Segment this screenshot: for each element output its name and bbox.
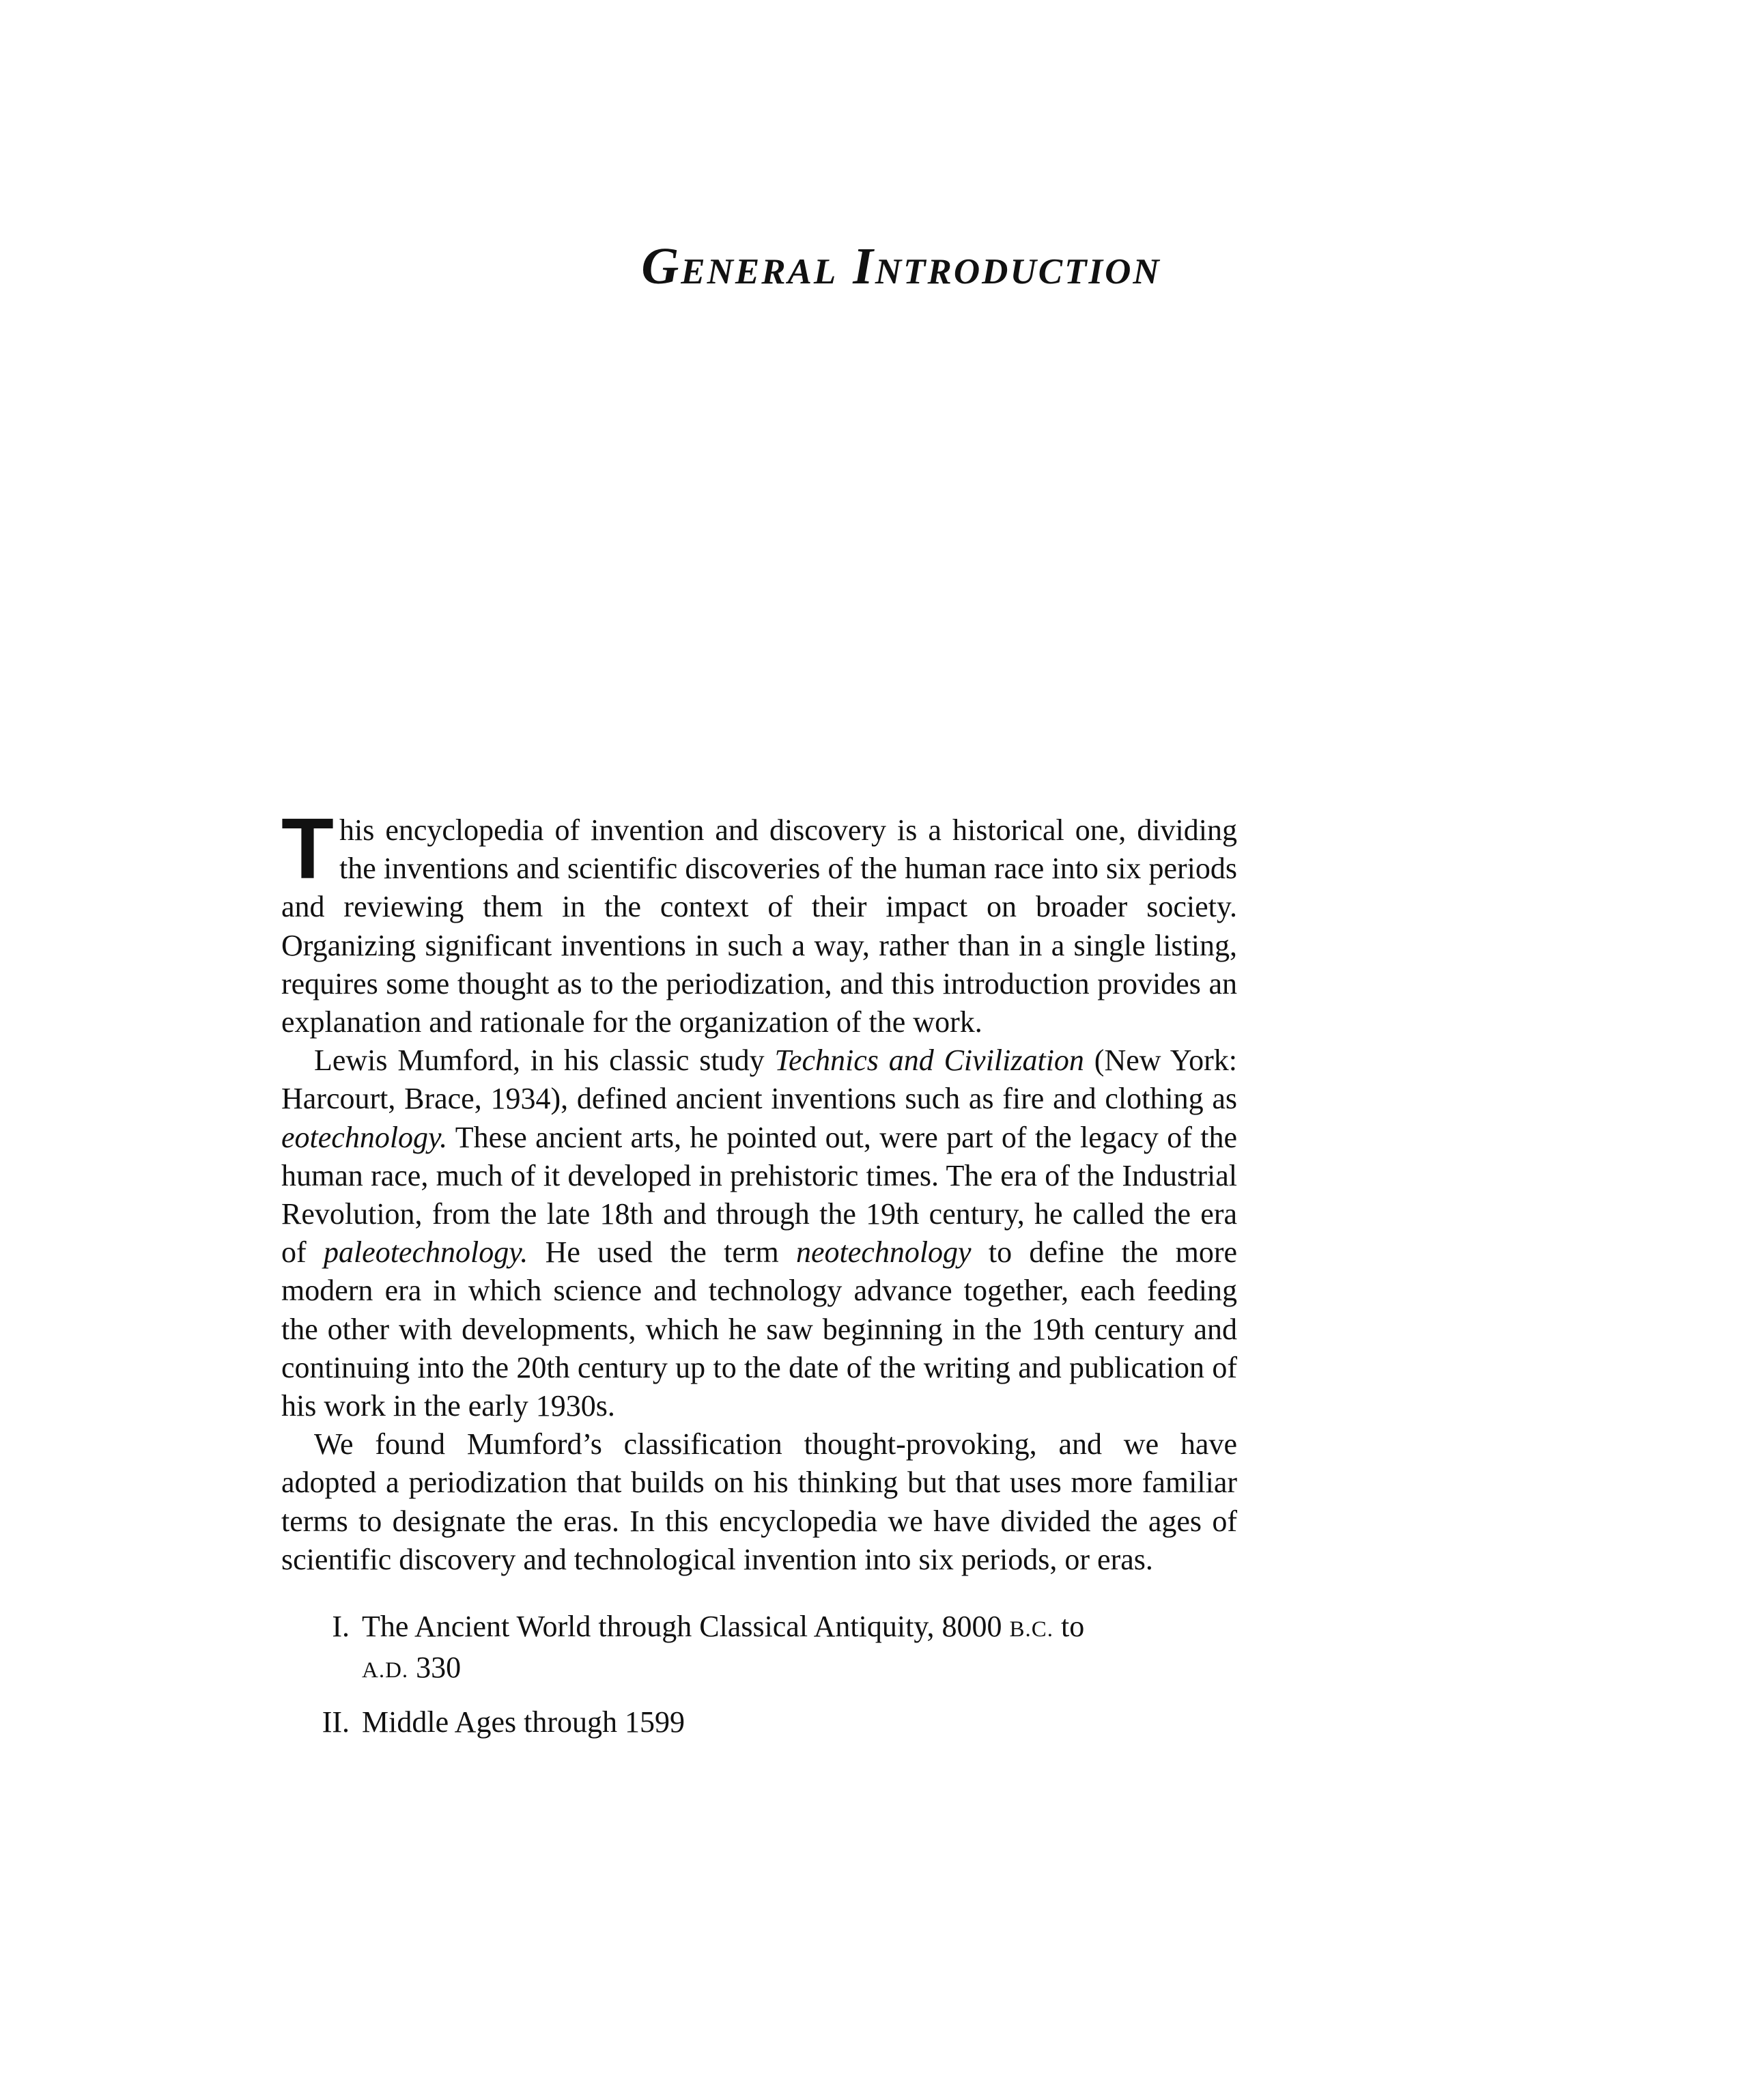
mumford-paragraph bbox=[281, 1041, 1237, 1425]
body-text bbox=[281, 800, 1238, 1756]
drop-cap: T bbox=[281, 800, 334, 897]
era-text: Middle Ages through 1599 bbox=[362, 1705, 685, 1739]
era-item bbox=[281, 1608, 1237, 1690]
term-eotechnology: eotechnology. bbox=[281, 1120, 448, 1154]
era-item bbox=[281, 1703, 1237, 1741]
intro-text: his encyclopedia of invention and discovery is a historical one, dividing the inventions and scientific discoveries of the human race into six periods and reviewing them in the context of their impact on broader society. Organizing significant inventions in such a way, rather than in a single listing, requires some thought as to the periodization, and this introduction provides an explanation and rationale for the organization of the work. bbox=[281, 813, 1237, 1039]
era-ad: A.D. bbox=[362, 1658, 409, 1683]
era-text-mid: to bbox=[1053, 1610, 1085, 1644]
mumford-text-3: These ancient arts, he pointed out, were part of the legacy of the human race, much of it developed in prehistoric times. The era of the Industrial Revolution, from the late 18th and through the 19th century, he called the era of bbox=[281, 1120, 1237, 1270]
era-text-end: 330 bbox=[408, 1651, 462, 1685]
era-number: I. bbox=[332, 1610, 350, 1644]
mumford-text-2: (New York: Harcourt, Brace, 1934), defined ancient inventions such as fire and clothing as bbox=[281, 1044, 1237, 1116]
term-neotechnology: neotechnology bbox=[796, 1235, 972, 1270]
term-paleotechnology: paleotechnology. bbox=[323, 1235, 528, 1270]
era-text: The Ancient World through Classical Antiquity, 8000 bbox=[362, 1610, 1010, 1644]
era-number: II. bbox=[322, 1705, 350, 1739]
page-title: General Introduction bbox=[641, 238, 1161, 295]
mumford-text-5: to define the more modern era in which science and technology advance together, each feeding the other with developments, which he saw beginning in the 19th century and continuing into the 20th century up to the date of the writing and publication of his work in the early 1930s. bbox=[281, 1235, 1238, 1423]
mumford-text-1: Lewis Mumford, in his classic study bbox=[314, 1044, 775, 1078]
book-title: Technics and Civilization bbox=[774, 1044, 1084, 1078]
mumford-text-4: He used the term bbox=[528, 1235, 797, 1270]
intro-paragraph bbox=[281, 800, 1237, 1041]
classification-paragraph: We found Mumford’s classification thought-provoking, and we have adopted a periodization that builds on his thinking but that uses more familiar terms to designate the eras. In this encyclopedia we have divided the ages of scientific discovery and technological invention into six periods, or eras. bbox=[281, 1427, 1237, 1576]
era-bc: B.C. bbox=[1009, 1617, 1054, 1642]
era-list bbox=[281, 1608, 1237, 1742]
